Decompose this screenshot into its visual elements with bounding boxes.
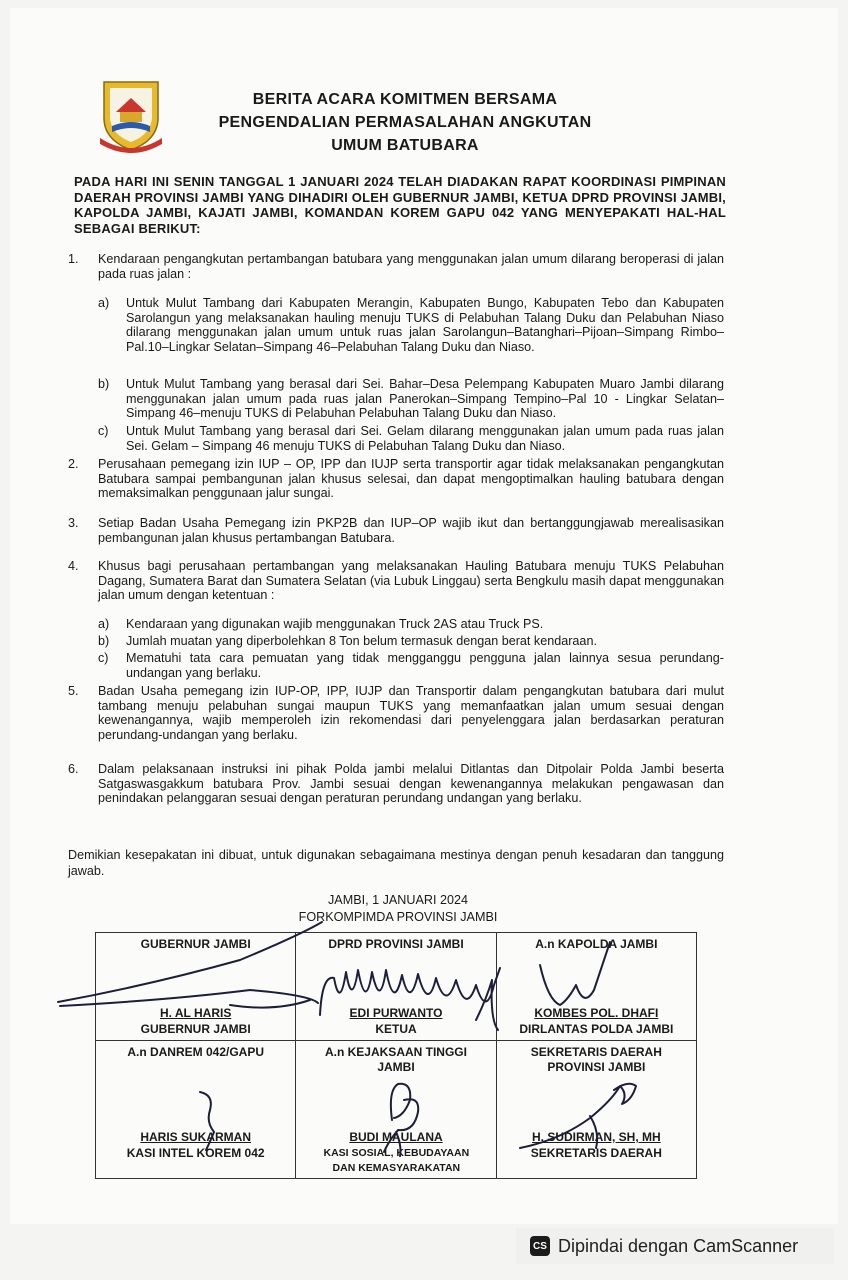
list-item: Dalam pelaksanaan instruksi ini pihak Polda jambi melalui Ditlantas dan Ditpolair Polda Jambi beserta Satgaswasgakkum batubara Prov. Jambi sesuai dengan kewenangannya melakukan pengawasan dan penindakan pelanggaran sesuai dengan peraturan perundang undangan yang berlaku. [98, 762, 724, 806]
signature-cell [296, 933, 496, 1041]
signatory-title: SEKRETARIS DAERAH PROVINSI JAMBI [530, 1045, 662, 1074]
list-item: Kendaraan pengangkutan pertambangan batubara yang menggunakan jalan umum dilarang beroperasi di jalan pada ruas jalan : [98, 252, 724, 281]
signature-cell [496, 933, 696, 1041]
place-date: JAMBI, 1 JANUARI 2024 [328, 893, 468, 907]
signatory-name: HARIS SUKARMAN [140, 1130, 251, 1144]
signatory-role: KASI INTEL KOREM 042 [126, 1146, 265, 1160]
signatory-role: GUBERNUR JAMBI [140, 1022, 251, 1036]
list-item: Badan Usaha pemegang izin IUP-OP, IPP, IUJP dan Transportir dalam pengangkutan batubara dari mulut tambang menuju pelabuhan sungai maupun TUKS yang memanfaatkan jalan umum sesuai dengan kewenangannya, wajib memperoleh izin rekomendasi dari penyelenggara jalan berdasarkan peraturan perundang-undangan yang berlaku. [98, 684, 724, 742]
sub-item-letter: a) [98, 296, 110, 310]
signature-cell [96, 1041, 296, 1179]
signatory-name: EDI PURWANTO [349, 1006, 443, 1020]
sub-item: Jumlah muatan yang diperbolehkan 8 Ton belum termasuk dengan berat kendaraan. [126, 634, 597, 648]
sub-item: Untuk Mulut Tambang yang berasal dari Sei. Gelam dilarang menggunakan jalan umum pada ruas jalan Sei. Gelam – Simpang 46 menuju TUKS di Pelabuhan Talang Duku dan Niaso. [126, 424, 724, 453]
signatory-name: H. SUDIRMAN, SH, MH [531, 1130, 661, 1144]
sub-item: Untuk Mulut Tambang dari Kabupaten Merangin, Kabupaten Bungo, Kabupaten Tebo dan Kabupaten Sarolangun yang melaksanakan hauling menuju TUKS di Pelabuhan Talang Duku dan Pelabuhan Niaso dilarang menggunakan jalan umum untuk ruas jalan Sarolangun–Batanghari–Pijoan–Simpang Rimbo–Pal.10–Lingkar Selatan–Simpang 46–Pelabuhan Talang Duku dan Niaso. [126, 296, 724, 354]
sub-item-letter: c) [98, 424, 109, 438]
camscanner-label: Dipindai dengan CamScanner [558, 1235, 799, 1256]
document-title [190, 88, 620, 157]
signature-cell [296, 1041, 496, 1179]
signatory-role: SEKRETARIS DAERAH [530, 1146, 662, 1160]
signatory-role: DIRLANTAS POLDA JAMBI [519, 1022, 674, 1036]
forum-name: FORKOMPIMDA PROVINSI JAMBI [298, 910, 498, 924]
signatory-name: BUDI MAULANA [349, 1130, 443, 1144]
item-number: 6. [68, 762, 79, 776]
place-date-block [250, 892, 546, 926]
sub-item: Untuk Mulut Tambang yang berasal dari Sei. Bahar–Desa Pelempang Kabupaten Muaro Jambi dilarang menggunakan jalan umum pada ruas jalan Panerokan–Simpang Tempino–Pal 10 - Lingkar Selatan–Simpang 46–menuju TUKS di Pelabuhan Pelabuhan Talang Duku dan Niaso. [126, 377, 724, 421]
title-line-1: BERITA ACARA KOMITMEN BERSAMA [252, 91, 558, 108]
camscanner-logo-icon: CS [530, 1236, 550, 1256]
closing-paragraph: Demikian kesepakatan ini dibuat, untuk digunakan sebagaimana mestinya dengan penuh kesadaran dan tanggung jawab. [68, 848, 724, 878]
sub-item: Mematuhi tata cara pemuatan yang tidak mengganggu pengguna jalan lainnya sesua perundang-undangan yang berlaku. [126, 651, 724, 680]
signatory-name: H. AL HARIS [159, 1006, 232, 1020]
sub-item: Kendaraan yang digunakan wajib menggunakan Truck 2AS atau Truck PS. [126, 617, 544, 631]
title-line-3: UMUM BATUBARA [331, 137, 479, 154]
signatory-role: KETUA [375, 1022, 417, 1036]
item-number: 1. [68, 252, 79, 266]
signatory-title: A.n DANREM 042/GAPU [127, 1045, 264, 1059]
list-item: Perusahaan pemegang izin IUP – OP, IPP dan IUJP serta transportir agar tidak melaksanakan pengangkutan Batubara sampai pembangunan jalan khusus selesai, dan dapat mengoptimalkan hauling batubara dengan memaksimalkan penggunaan jalur sungai. [98, 457, 724, 501]
item-number: 5. [68, 684, 79, 698]
list-item: Khusus bagi perusahaan pertambangan yang melaksanakan Hauling Batubara menuju TUKS Pelabuhan Dagang, Sumatera Barat dan Sumatera Selatan (via Lubuk Linggau) serta Bengkulu masih dapat menggunakan jalan umum dengan ketentuan : [98, 559, 724, 603]
signatory-title: GUBERNUR JAMBI [140, 937, 251, 951]
sub-item-letter: b) [98, 634, 110, 648]
list-item: Setiap Badan Usaha Pemegang izin PKP2B dan IUP–OP wajib ikut dan bertanggungjawab merealisasikan pembangunan jalan khusus pertambangan Batubara. [98, 516, 724, 545]
signature-cell [496, 1041, 696, 1179]
intro-paragraph: PADA HARI INI SENIN TANGGAL 1 JANUARI 2024 TELAH DIADAKAN RAPAT KOORDINASI PIMPINAN DAERAH PROVINSI JAMBI YANG DIHADIRI OLEH GUBERNUR JAMBI, KETUA DPRD PROVINSI JAMBI, KAPOLDA JAMBI, KAJATI JAMBI, KOMANDAN KOREM GAPU 042 YANG MENYEPAKATI HAL-HAL SEBAGAI BERIKUT: [74, 174, 726, 236]
item-number: 2. [68, 457, 79, 471]
item-number: 4. [68, 559, 79, 573]
jambi-province-emblem-icon [98, 78, 164, 154]
signatory-name: KOMBES POL. DHAFI [534, 1006, 659, 1020]
signatory-title: DPRD PROVINSI JAMBI [328, 937, 464, 951]
sub-item-letter: c) [98, 651, 109, 665]
sub-item-letter: a) [98, 617, 110, 631]
signatory-title: A.n KAPOLDA JAMBI [535, 937, 658, 951]
signature-table [95, 932, 697, 1179]
signatory-title: A.n KEJAKSAAN TINGGI JAMBI [324, 1045, 467, 1074]
signature-cell [96, 933, 296, 1041]
item-number: 3. [68, 516, 79, 530]
sub-item-letter: b) [98, 377, 110, 391]
camscanner-badge [516, 1228, 834, 1264]
signatory-role: KASI SOSIAL, KEBUDAYAAN DAN KEMASYARAKATAN [323, 1147, 470, 1174]
title-line-2: PENGENDALIAN PERMASALAHAN ANGKUTAN [218, 114, 592, 131]
